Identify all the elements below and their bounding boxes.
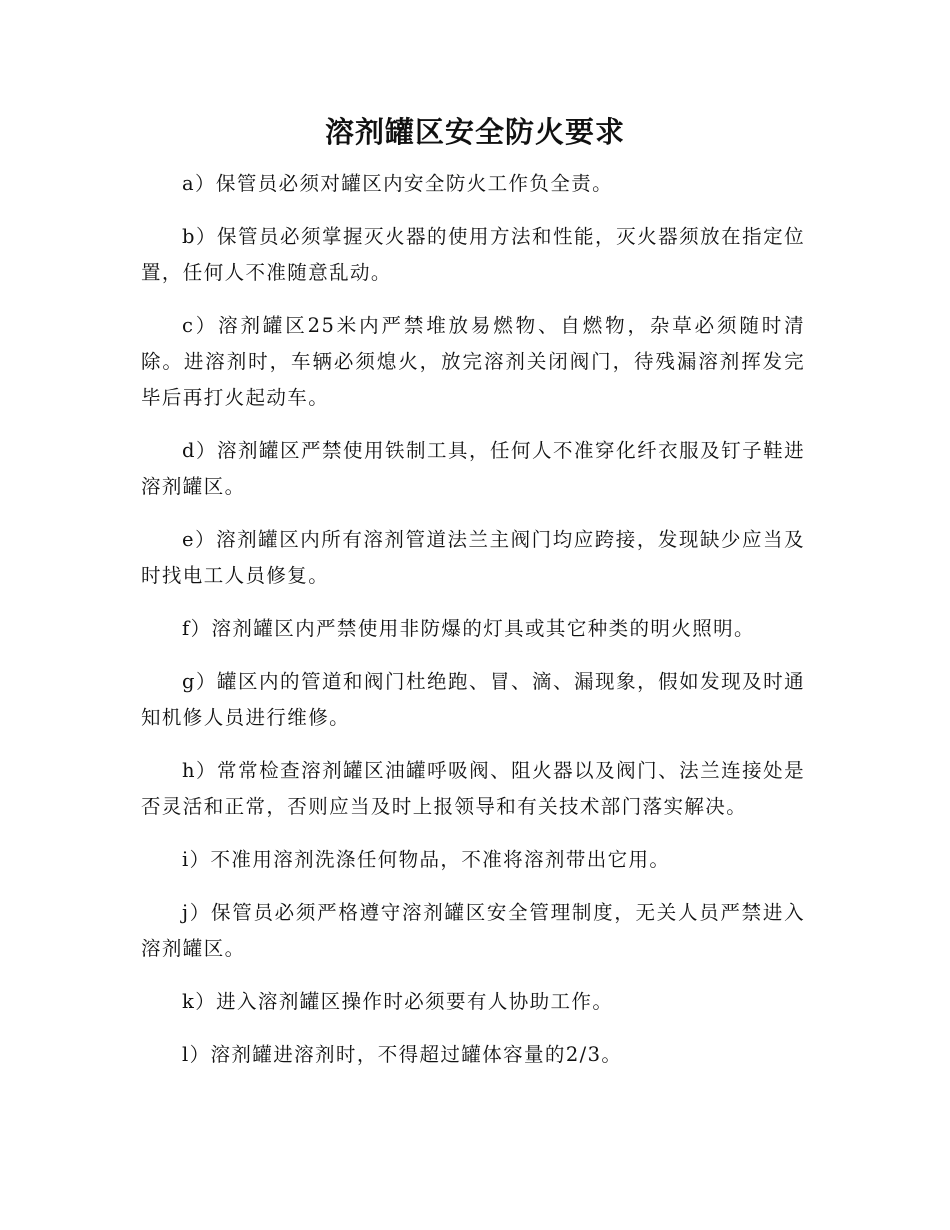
document-title: 溶剂罐区安全防火要求 xyxy=(324,115,625,149)
paragraph-f: f）溶剂罐区内严禁使用非防爆的灯具或其它种类的明火照明。 xyxy=(182,617,755,640)
paragraph-l: l）溶剂罐进溶剂时，不得超过罐体容量的2/3。 xyxy=(182,1043,623,1066)
paragraph-d: d）溶剂罐区严禁使用铁制工具，任何人不准穿化纤衣服及钉子鞋进溶剂罐区。 xyxy=(141,439,805,498)
paragraph-a: a）保管员必须对罐区内安全防火工作负全责。 xyxy=(182,172,614,195)
paragraph-j: j）保管员必须严格遵守溶剂罐区安全管理制度，无关人员严禁进入溶剂罐区。 xyxy=(141,901,805,960)
paragraph-k: k）进入溶剂罐区操作时必须要有人协助工作。 xyxy=(182,990,614,1013)
paragraph-b: b）保管员必须掌握灭火器的使用方法和性能，灭火器须放在指定位置，任何人不准随意乱动。 xyxy=(141,225,805,284)
paragraph-h: h）常常检查溶剂罐区油罐呼吸阀、阻火器以及阀门、法兰连接处是否灵活和正常，否则应当及时上报领导和有关技术部门落实解决。 xyxy=(141,759,805,818)
paragraph-c: c）溶剂罐区25米内严禁堆放易燃物、自燃物，杂草必须随时清除。进溶剂时，车辆必须熄火，放完溶剂关闭阀门，待残漏溶剂挥发完毕后再打火起动车。 xyxy=(141,314,805,409)
paragraph-i: i）不准用溶剂洗涤任何物品，不准将溶剂带出它用。 xyxy=(182,848,671,871)
paragraph-e: e）溶剂罐区内所有溶剂管道法兰主阀门均应跨接，发现缺少应当及时找电工人员修复。 xyxy=(141,528,805,587)
paragraph-g: g）罐区内的管道和阀门杜绝跑、冒、滴、漏现象，假如发现及时通知机修人员进行维修。 xyxy=(141,670,805,729)
document-body xyxy=(141,166,805,1090)
